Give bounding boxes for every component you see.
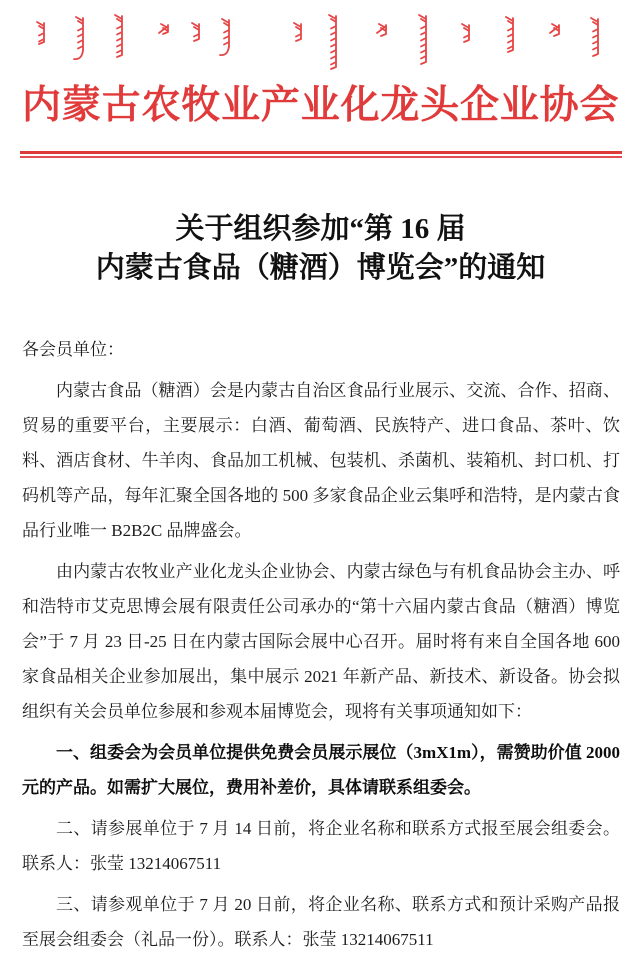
mongolian-word-glyph	[111, 13, 129, 69]
mongolian-word-glyph	[290, 21, 308, 53]
notice-title	[20, 210, 621, 288]
paragraph-event-details: 由内蒙古农牧业产业化龙头企业协会、内蒙古绿色与有机食品协会主办、呼和浩特市艾克思博会展有限责任公司承办的“第十六届内蒙古食品（糖酒）博览会”于 7 月 23 日-25 日在内蒙古国际会展中心召开。届时将有来自全国各地 600 家食品相关企业参加展出，集中展示 2021 年新产品、新技术、新设备。协会拟组织有关会员单位参展和参观本届博览会，现将有关事项通知如下：	[22, 562, 620, 721]
mongolian-word-glyph	[218, 17, 236, 61]
mongolian-word-glyph	[157, 22, 175, 46]
item-2-exhibitor-registration: 二、请参展单位于 7 月 14 日前，将企业名称和联系方式报至展会组委会。联系人：张莹 13214067511	[22, 819, 620, 873]
notice-title-line2: 内蒙古食品（糖酒）博览会”的通知	[95, 252, 546, 284]
mongolian-word-glyph	[72, 15, 90, 65]
paragraph-expo-intro: 内蒙古食品（糖酒）会是内蒙古自治区食品行业展示、交流、合作、招商、贸易的重要平台，主要展示：白酒、葡萄酒、民族特产、进口食品、茶叶、饮料、酒店食材、牛羊肉、食品加工机械、包装机、杀菌机、装箱机、封口机、打码机等产品，每年汇聚全国各地的 500 多家食品企业云集呼和浩特，是内蒙古食品行业唯一 B2B2C 品牌盛会。	[22, 381, 620, 540]
divider-thin-line	[20, 156, 622, 158]
mongolian-word-glyph	[325, 13, 343, 81]
notice-title-line1: 关于组织参加“第 16 届	[175, 213, 466, 245]
letterhead-divider	[20, 151, 622, 158]
notice-body	[22, 332, 620, 957]
letterhead	[0, 0, 641, 161]
org-name: 内蒙古农牧业产业化龙头企业协会	[22, 84, 619, 127]
mongolian-word-glyph	[33, 20, 51, 56]
divider-thick-line	[20, 151, 622, 154]
mongolian-word-glyph	[548, 22, 566, 48]
mongolian-word-glyph	[458, 22, 476, 54]
item-3-visitor-registration: 三、请参观单位于 7 月 20 日前，将企业名称、联系方式和预计采购产品报至展会组委会（礼品一份）。联系人：张莹 13214067511	[22, 895, 620, 949]
mongolian-word-glyph	[375, 22, 393, 48]
mongolian-script-row	[0, 0, 641, 80]
salutation: 各会员单位：	[22, 340, 124, 359]
mongolian-word-glyph	[188, 21, 206, 53]
mongolian-word-glyph	[587, 16, 605, 68]
mongolian-word-glyph	[415, 13, 433, 76]
item-1-free-booth: 一、组委会为会员单位提供免费会员展示展位（3mX1m），需赞助价值 2000 元的产品。如需扩大展位，费用补差价，具体请联系组委会。	[22, 743, 620, 797]
mongolian-word-glyph	[502, 15, 520, 64]
